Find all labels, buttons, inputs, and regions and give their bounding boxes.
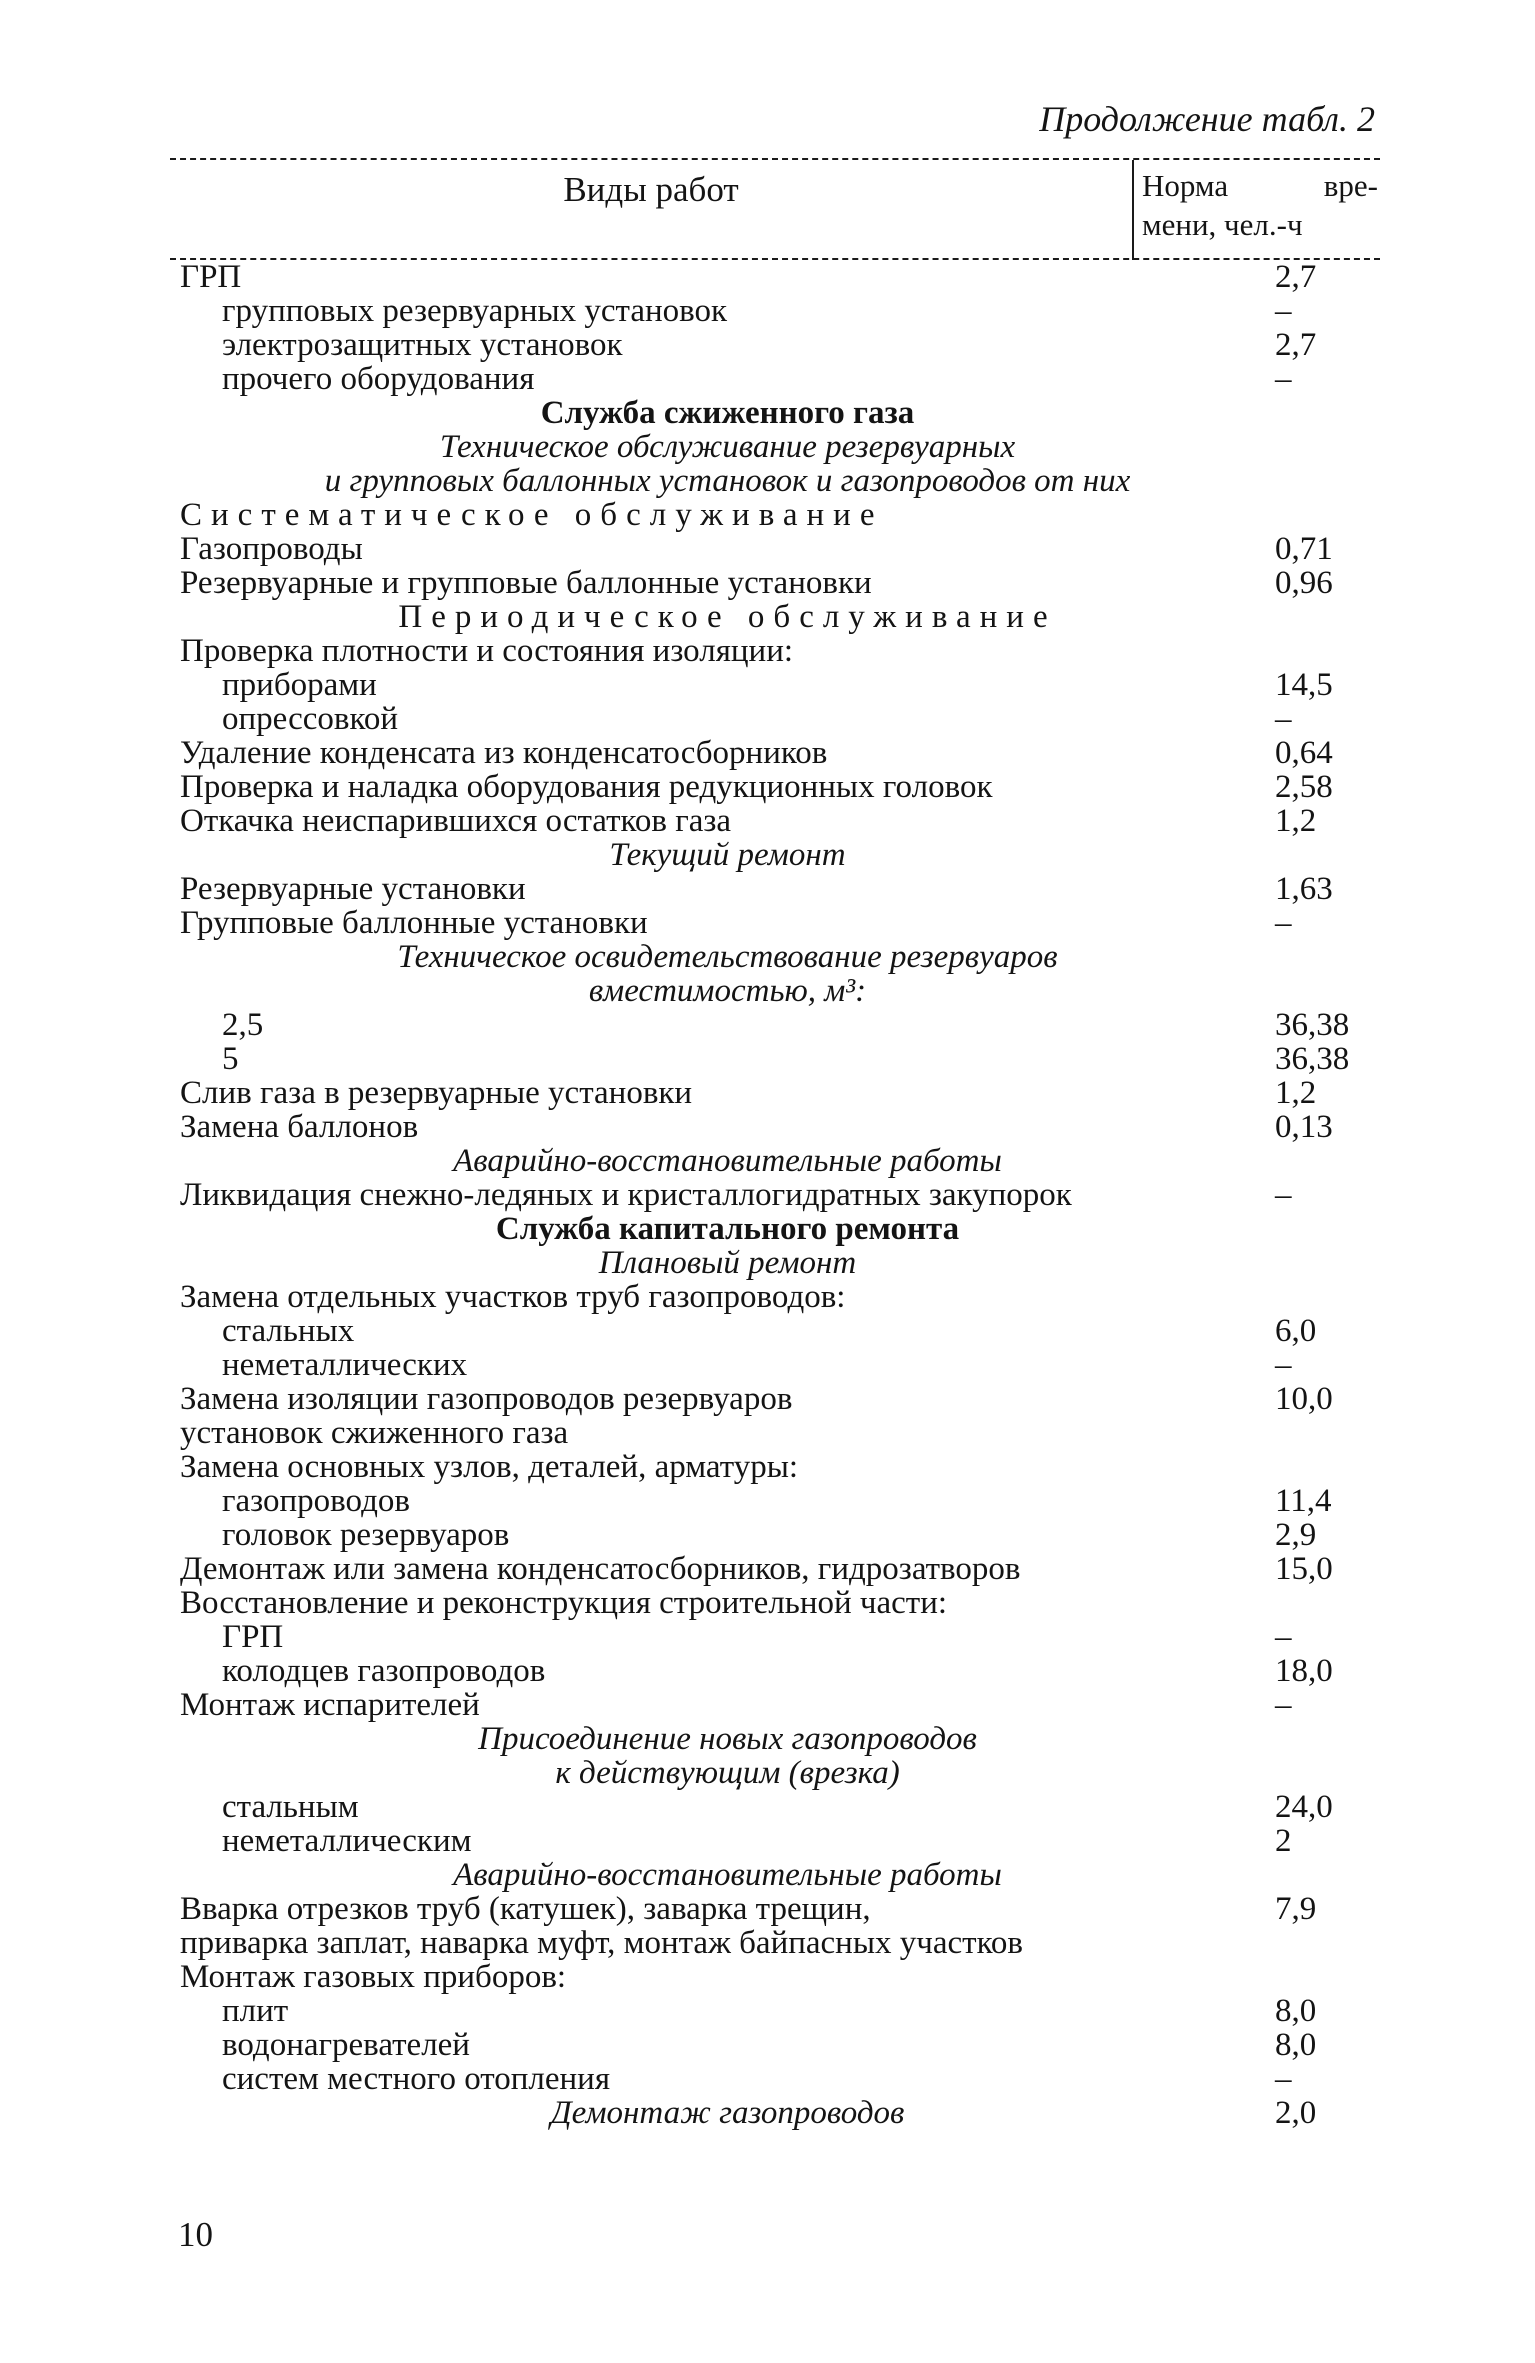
time-norm-cell: [1275, 940, 1355, 974]
table-row: [180, 2096, 1355, 2130]
table-row: [180, 1484, 1355, 1518]
time-norm-cell: 8,0: [1275, 1993, 1317, 2029]
table-row: [180, 430, 1355, 464]
time-norm-cell: [1275, 1926, 1355, 1960]
work-type-cell: Аварийно-восстановительные работы: [453, 1143, 1002, 1179]
work-type-cell: вместимостью, м³:: [588, 973, 867, 1009]
work-type-cell: электрозащитных установок: [222, 327, 623, 363]
work-type-cell: ГРП: [180, 259, 242, 295]
time-norm-cell: [1275, 1144, 1355, 1178]
time-norm-cell: 1,63: [1275, 871, 1333, 907]
table-row: [180, 1042, 1355, 1076]
table-row: [180, 2028, 1355, 2062]
time-norm-cell: –: [1275, 1687, 1292, 1723]
time-norm-cell: 14,5: [1275, 667, 1333, 703]
table-row: [180, 362, 1355, 396]
time-norm-cell: 11,4: [1275, 1483, 1332, 1519]
time-norm-cell: 36,38: [1275, 1041, 1350, 1077]
table-row: [180, 1824, 1355, 1858]
time-norm-cell: 2: [1275, 1823, 1292, 1859]
table-row: [180, 702, 1355, 736]
table-row: [180, 328, 1355, 362]
time-norm-cell: 1,2: [1275, 803, 1317, 839]
table-row: [180, 804, 1355, 838]
time-norm-cell: 8,0: [1275, 2027, 1317, 2063]
table-row: [180, 294, 1355, 328]
work-type-cell: прочего оборудования: [222, 361, 535, 397]
table-row: [180, 1858, 1355, 1892]
work-type-cell: Техническое обслуживание резервуарных: [439, 429, 1016, 465]
table-row: [180, 1960, 1355, 1994]
time-norm-cell: 0,13: [1275, 1109, 1333, 1145]
table-row: [180, 1246, 1355, 1280]
norms-table-body: [180, 260, 1355, 2130]
time-norm-cell: [1275, 1858, 1355, 1892]
work-type-cell: Групповые баллонные установки: [180, 905, 648, 941]
work-type-cell: Восстановление и реконструкция строительной части:: [180, 1585, 948, 1621]
work-type-cell: газопроводов: [222, 1483, 410, 1519]
time-norm-cell: 2,7: [1275, 327, 1317, 363]
table-row: [180, 1450, 1355, 1484]
time-norm-cell: [1275, 430, 1355, 464]
table-row: [180, 2062, 1355, 2096]
table-row: [180, 464, 1355, 498]
time-norm-cell: –: [1275, 701, 1292, 737]
work-type-cell: Периодическое обслуживание: [398, 599, 1057, 635]
work-type-cell: Газопроводы: [180, 531, 363, 567]
time-norm-cell: –: [1275, 293, 1292, 329]
work-type-cell: Проверка плотности и состояния изоляции:: [180, 633, 794, 669]
column-header-work-types: Виды работ: [563, 170, 739, 209]
time-norm-cell: –: [1275, 905, 1292, 941]
work-type-cell: Присоединение новых газопроводов: [478, 1721, 977, 1757]
work-type-cell: Демонтаж газопроводов: [550, 2095, 905, 2131]
time-norm-cell: 2,9: [1275, 1517, 1317, 1553]
work-type-cell: 2,5: [222, 1007, 264, 1043]
work-type-cell: Замена основных узлов, деталей, арматуры:: [180, 1449, 799, 1485]
table-row: [180, 1790, 1355, 1824]
work-type-cell: Служба капитального ремонта: [495, 1211, 960, 1247]
table-row: [180, 1756, 1355, 1790]
table-row: [180, 1892, 1355, 1926]
work-type-cell: и групповых баллонных установок и газопроводов от них: [324, 463, 1131, 499]
time-norm-cell: 2,58: [1275, 769, 1333, 805]
time-norm-cell: 6,0: [1275, 1313, 1317, 1349]
time-norm-cell: 15,0: [1275, 1551, 1333, 1587]
time-norm-cell: [1275, 1722, 1355, 1756]
work-type-cell: Удаление конденсата из конденсатосборников: [180, 735, 828, 771]
time-norm-cell: 36,38: [1275, 1007, 1350, 1043]
time-norm-cell: [1275, 1416, 1355, 1450]
norms-table: [180, 260, 1355, 2130]
table-row: [180, 1926, 1355, 1960]
table-row: [180, 1212, 1355, 1246]
table-row: [180, 838, 1355, 872]
time-norm-cell: 24,0: [1275, 1789, 1333, 1825]
table-row: [180, 1348, 1355, 1382]
time-norm-cell: [1275, 838, 1355, 872]
work-type-cell: Демонтаж или замена конденсатосборников, гидрозатворов: [180, 1551, 1021, 1587]
time-norm-cell: 1,2: [1275, 1075, 1317, 1111]
work-type-cell: Техническое освидетельствование резервуаров: [397, 939, 1058, 975]
work-type-cell: Замена изоляции газопроводов резервуаров: [180, 1381, 793, 1417]
work-type-cell: стальным: [222, 1789, 359, 1825]
time-norm-cell: –: [1275, 2061, 1292, 2097]
column-header-time-norm-line2: мени, чел.-ч: [1142, 207, 1303, 242]
header-column-divider: [1132, 160, 1134, 260]
table-row: [180, 974, 1355, 1008]
time-norm-cell: –: [1275, 1619, 1292, 1655]
time-norm-cell: –: [1275, 1177, 1292, 1213]
table-row: [180, 940, 1355, 974]
page-number: 10: [178, 2215, 213, 2254]
work-type-cell: приварка заплат, наварка муфт, монтаж байпасных участков: [180, 1925, 1024, 1961]
time-norm-cell: [1275, 464, 1355, 498]
table-row: [180, 498, 1355, 532]
table-row: [180, 634, 1355, 668]
time-norm-cell: 2,7: [1275, 259, 1317, 295]
table-row: [180, 770, 1355, 804]
work-type-cell: Замена отдельных участков труб газопроводов:: [180, 1279, 846, 1315]
time-norm-cell: [1275, 498, 1355, 532]
time-norm-cell: [1275, 1586, 1355, 1620]
work-type-cell: Замена баллонов: [180, 1109, 419, 1145]
work-type-cell: Служба сжиженного газа: [540, 395, 915, 431]
time-norm-cell: 0,71: [1275, 531, 1333, 567]
time-norm-cell: 2,0: [1275, 2095, 1317, 2131]
table-row: [180, 1178, 1355, 1212]
table-row: [180, 1586, 1355, 1620]
time-norm-cell: [1275, 1756, 1355, 1790]
work-type-cell: установок сжиженного газа: [180, 1415, 569, 1451]
time-norm-cell: 10,0: [1275, 1381, 1333, 1417]
work-type-cell: колодцев газопроводов: [222, 1653, 546, 1689]
work-type-cell: водонагревателей: [222, 2027, 470, 2063]
table-row: [180, 1654, 1355, 1688]
table-row: [180, 396, 1355, 430]
work-type-cell: Монтаж испарителей: [180, 1687, 480, 1723]
work-type-cell: опрессовкой: [222, 701, 399, 737]
table-row: [180, 600, 1355, 634]
time-norm-cell: [1275, 974, 1355, 1008]
work-type-cell: Резервуарные и групповые баллонные установки: [180, 565, 872, 601]
column-header-time-norm-word1: Норма: [1142, 168, 1229, 203]
work-type-cell: Вварка отрезков труб (катушек), заварка трещин,: [180, 1891, 871, 1927]
column-header-time-norm-word2: вре-: [1323, 168, 1378, 203]
table-row: [180, 1314, 1355, 1348]
table-row: [180, 906, 1355, 940]
time-norm-cell: [1275, 600, 1355, 634]
time-norm-cell: –: [1275, 1347, 1292, 1383]
work-type-cell: систем местного отопления: [222, 2061, 611, 2097]
work-type-cell: головок резервуаров: [222, 1517, 510, 1553]
table-row: [180, 872, 1355, 906]
time-norm-cell: [1275, 1212, 1355, 1246]
time-norm-cell: –: [1275, 361, 1292, 397]
table-row: [180, 1620, 1355, 1654]
time-norm-cell: [1275, 1246, 1355, 1280]
work-type-cell: Текущий ремонт: [609, 837, 846, 873]
table-row: [180, 1994, 1355, 2028]
table-row: [180, 1280, 1355, 1314]
work-type-cell: к действующим (врезка): [555, 1755, 900, 1791]
table-row: [180, 736, 1355, 770]
table-row: [180, 1076, 1355, 1110]
table-row: [180, 1382, 1355, 1416]
time-norm-cell: 18,0: [1275, 1653, 1333, 1689]
column-header-time-norm: [1142, 166, 1378, 244]
table-row: [180, 566, 1355, 600]
work-type-cell: приборами: [222, 667, 377, 703]
work-type-cell: Проверка и наладка оборудования редукционных головок: [180, 769, 993, 805]
table-row: [180, 1008, 1355, 1042]
work-type-cell: Систематическое обслуживание: [180, 497, 884, 533]
time-norm-cell: [1275, 1960, 1355, 1994]
table-row: [180, 1110, 1355, 1144]
work-type-cell: Ликвидация снежно-ледяных и кристаллогидратных закупорок: [180, 1177, 1072, 1213]
time-norm-cell: [1275, 1280, 1355, 1314]
table-row: [180, 532, 1355, 566]
work-type-cell: Слив газа в резервуарные установки: [180, 1075, 693, 1111]
work-type-cell: Откачка неиспарившихся остатков газа: [180, 803, 732, 839]
table-row: [180, 668, 1355, 702]
table-row: [180, 1722, 1355, 1756]
time-norm-cell: [1275, 1450, 1355, 1484]
table-caption: Продолжение табл. 2: [1039, 99, 1375, 139]
time-norm-cell: 0,96: [1275, 565, 1333, 601]
table-row: [180, 1688, 1355, 1722]
work-type-cell: стальных: [222, 1313, 355, 1349]
work-type-cell: Монтаж газовых приборов:: [180, 1959, 567, 1995]
work-type-cell: неметаллическим: [222, 1823, 472, 1859]
time-norm-cell: [1275, 396, 1355, 430]
header-top-rule: [170, 158, 1380, 160]
work-type-cell: плит: [222, 1993, 289, 2029]
time-norm-cell: 7,9: [1275, 1891, 1317, 1927]
time-norm-cell: [1275, 634, 1355, 668]
work-type-cell: 5: [222, 1041, 239, 1077]
table-row: [180, 1518, 1355, 1552]
table-row: [180, 260, 1355, 294]
table-row: [180, 1552, 1355, 1586]
time-norm-cell: 0,64: [1275, 735, 1333, 771]
table-row: [180, 1416, 1355, 1450]
work-type-cell: Плановый ремонт: [598, 1245, 857, 1281]
work-type-cell: Резервуарные установки: [180, 871, 526, 907]
work-type-cell: Аварийно-восстановительные работы: [453, 1857, 1002, 1893]
work-type-cell: неметаллических: [222, 1347, 468, 1383]
work-type-cell: ГРП: [222, 1619, 284, 1655]
table-row: [180, 1144, 1355, 1178]
work-type-cell: групповых резервуарных установок: [222, 293, 728, 329]
